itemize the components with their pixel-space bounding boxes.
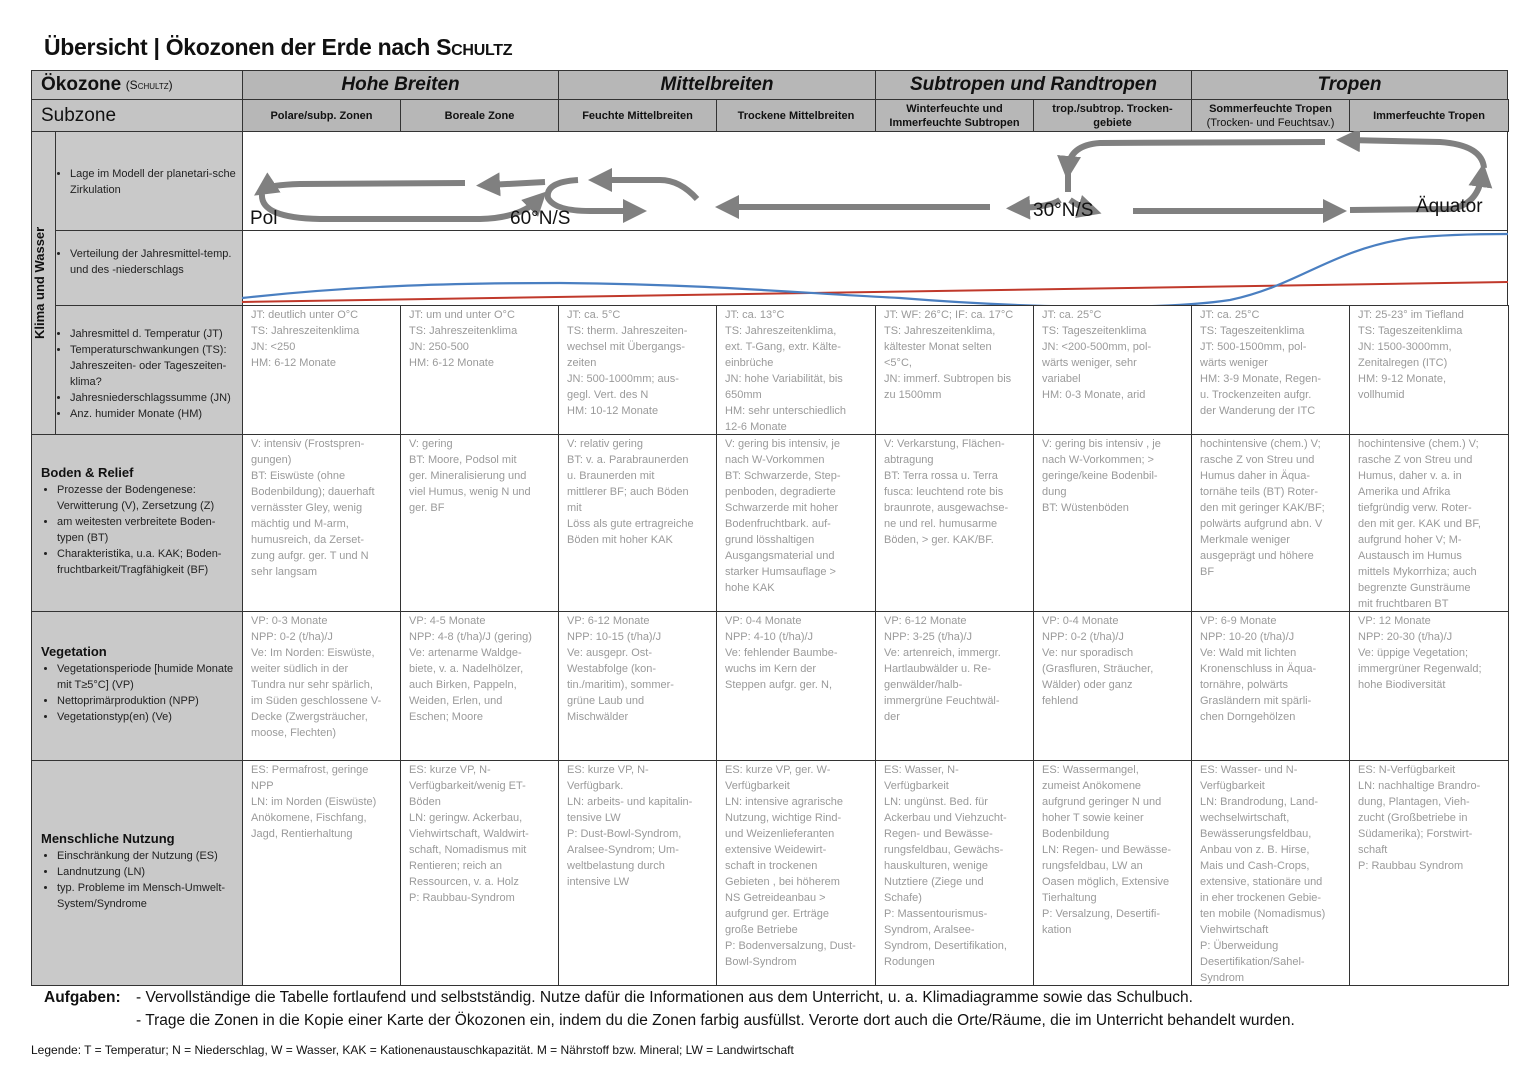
cell-vegetation: VP: 6-12 Monate NPP: 3-25 (t/ha)/J Ve: artenreich, immergr. Hartlaubwälder u. Re- genwälder/halb- immergrüne Feuchtwäl- der — [875, 611, 1034, 761]
arrow-polar-loop — [262, 194, 538, 219]
cell-soil: V: gering bis intensiv , je nach W-Vorkommen; > geringe/keine Bodenbil- dung BT: Wüstenböden — [1033, 434, 1192, 612]
klima-wasser-label: Klima und Wasser — [32, 226, 47, 340]
subzone-header: Subzone — [31, 99, 243, 132]
cell-vegetation: VP: 0-3 Monate NPP: 0-2 (t/ha)/J Ve: Im Norden: Eiswüste, weiter südlich in der Tundra nur sehr spärlich, im Süden geschlossene V- Decke (Zwergsträucher, moose, Flechten) — [242, 611, 401, 761]
cell-use: ES: kurze VP, ger. W- Verfügbarkeit LN: intensive agrarische Nutzung, wichtige Rind- und Weizenlieferanten extensive Weidewirt- schaft in trockenen Gebieten , bei höherem NS Getreideanbau > aufgrund ger. Erträge große Betriebe P: Bodenversalzung, Dust- Bowl-Syndrom — [716, 760, 876, 986]
climate-item-hm: • Anz. humider Monate (HM) — [70, 406, 238, 422]
cell-use: ES: Wassermangel, zumeist Anökomene aufgrund geringer N und hoher T sowie keiner Bodenbildung LN: Regen- und Bewässe- rungsfeldbau, LW an Oasen möglich, Extensive Tierhaltung P: Versalzung, Desertifi- kation — [1033, 760, 1192, 986]
subzone-header-3 — [716, 99, 876, 132]
klima-wasser-label-cell — [31, 131, 56, 435]
tasks — [44, 986, 1295, 1032]
distribution-label — [55, 230, 243, 306]
climate-item-jt: • Jahresmittel d. Temperatur (JT) — [70, 326, 238, 342]
cell-climate: JT: deutlich unter O°C TS: Jahreszeitenklima JN: <250 HM: 6-12 Monate — [242, 305, 401, 435]
page-title — [44, 34, 512, 61]
soil-title: Boden & Relief — [41, 465, 134, 480]
veg-item: • Nettoprimärproduktion (NPP) — [57, 693, 236, 709]
use-item: • Einschränkung der Nutzung (ES) — [57, 848, 236, 864]
subzone-name: Sommerfeuchte Tropen — [1209, 102, 1332, 115]
arrow-polar-upper — [264, 183, 465, 189]
temperature-line — [242, 234, 1508, 306]
task-item: - Vervollständige die Tabelle fortlaufend und selbstständig. Nutze dafür die Informationen aus dem Unterricht, u. a. Klimadiagramme sowie das Schulbuch. — [136, 989, 1193, 1006]
subzone-header-2 — [558, 99, 717, 132]
use-title: Menschliche Nutzung — [41, 831, 175, 846]
title-author: Schultz — [436, 34, 513, 60]
subzone-name: Polare/subp. Zonen — [270, 109, 373, 122]
vegetation-label — [31, 611, 243, 761]
subzone-name: Winterfeuchte und Immerfeuchte Subtropen — [889, 102, 1020, 129]
cell-soil: V: Verkarstung, Flächen- abtragung BT: Terra rossa u. Terra fusca: leuchtend rote bis braunrote, ausgewachse- ne und rel. humusarme Böden, > ger. KAK/BF. — [875, 434, 1034, 612]
cell-climate: JT: um und unter O°C TS: Jahreszeitenklima JN: 250-500 HM: 6-12 Monate — [400, 305, 559, 435]
label-equator: Äquator — [1416, 196, 1483, 217]
soil-label — [31, 434, 243, 612]
veg-item: • Vegetationsperiode [humide Monate mit T≥5°C] (VP) — [57, 661, 236, 693]
circulation-diagram — [242, 131, 1508, 231]
cell-use: ES: Wasser, N- Verfügbarkeit LN: ungünst. Bed. für Ackerbau und Viehzucht- Regen- und Bewässe- rungsfeldbau, Gewächs- hauskulturen, wenige Nutztiere (Ziege und Schafe) P: Massentourismus- Syndrom, Aralsee- Syndrom, Desertifikation, Rodungen — [875, 760, 1034, 986]
cell-climate: JT: WF: 26°C; IF: ca. 17°C TS: Jahreszeitenklima, kältester Monat selten <5°C, JN: immerf. Subtropen bis zu 1500mm — [875, 305, 1034, 435]
circulation-label — [55, 131, 243, 231]
subzone-name: Feuchte Mittelbreiten — [582, 109, 693, 122]
cell-soil: V: intensiv (Frostspren- gungen) BT: Eiswüste (ohne Bodenbildung); dauerhaft vernässter Gley, wenig mächtig und M-arm, humusreich, da Zerset- zung aufgr. ger. T und N sehr langsam — [242, 434, 401, 612]
zone-header-mittelbreiten: Mittelbreiten — [558, 70, 876, 100]
cell-soil: V: relativ gering BT: v. a. Parabraunerden u. Braunerden mit mittlerer BF; auch Böden mit Löss als gute ertragreiche Böden mit hoher KAK — [558, 434, 717, 612]
label-30: 30°N/S — [1033, 200, 1094, 221]
cell-use: ES: kurze VP, N- Verfügbarkeit/wenig ET- Böden LN: geringw. Ackerbau, Viehwirtschaft, Waldwirt- schaft, Nomadismus mit Rentieren; reich an Ressourcen, v. a. Holz P: Raubbau-Syndrom — [400, 760, 559, 986]
cell-vegetation: VP: 0-4 Monate NPP: 4-10 (t/ha)/J Ve: fehlender Baumbe- wuchs im Kern der Steppen aufgr. ger. N, — [716, 611, 876, 761]
cell-soil: V: gering bis intensiv, je nach W-Vorkommen BT: Schwarzerde, Step- penboden, degradierte Schwarzerde mit hoher Bodenfruchtbark. auf- grund lösshaltigen Ausgangsmaterial und starker Humsauflage > hohe KAK — [716, 434, 876, 612]
cell-vegetation: VP: 4-5 Monate NPP: 4-8 (t/ha)/J (gering) Ve: artenarme Waldge- biete, v. a. Nadelhölzer, auch Birken, Pappeln, Weiden, Erlen, und Eschen; Moore — [400, 611, 559, 761]
cell-climate: JT: ca. 25°C TS: Tageszeitenklima JN: <200-500mm, pol- wärts weniger, sehr variabel HM: 0-3 Monate, arid — [1033, 305, 1192, 435]
use-item: • Landnutzung (LN) — [57, 864, 236, 880]
cell-vegetation: VP: 12 Monate NPP: 20-30 (t/ha)/J Ve: üppige Vegetation; immergrüner Regenwald; hohe Biodiversität — [1349, 611, 1509, 761]
task-item: - Trage die Zonen in die Kopie einer Karte der Ökozonen ein, indem du die Zonen farbig ausfüllst. Verorte dort auch die Orte/Räume, die im Unterricht behandelt wurden. — [136, 1012, 1295, 1029]
climate-item-ts: • Temperaturschwankungen (TS): Jahreszeiten- oder Tageszeiten-klima? — [70, 342, 238, 390]
cell-use: ES: Permafrost, geringe NPP LN: im Norden (Eiswüste) Anökomene, Fischfang, Jagd, Rentierhaltung — [242, 760, 401, 986]
title-text: Übersicht | Ökozonen der Erde nach — [44, 34, 437, 60]
zone-header-tropen: Tropen — [1191, 70, 1508, 100]
soil-item: • am weitesten verbreitete Boden-typen (BT) — [57, 514, 236, 546]
temp-precip-svg — [242, 230, 1508, 306]
subzone-note: (Trocken- und Feuchtsav.) — [1206, 116, 1335, 129]
subzone-name: trop./subtrop. Trocken-gebiete — [1052, 102, 1173, 129]
legend: Legende: T = Temperatur; N = Niederschlag, W = Wasser, KAK = Kationenaustauschkapazität. M = Nährstoff bzw. Mineral; LW = Landwirtschaft — [31, 1043, 794, 1057]
cell-climate: JT: ca. 25°C TS: Tageszeitenklima JT: 500-1500mm, pol- wärts weniger HM: 3-9 Monate, Regen- u. Trockenzeiten aufgr. der Wanderung der ITC — [1191, 305, 1350, 435]
veg-item: • Vegetationstyp(en) (Ve) — [57, 709, 236, 725]
use-item: • typ. Probleme im Mensch-Umwelt-System/Syndrome — [57, 880, 236, 912]
cell-climate: JT: ca. 5°C TS: therm. Jahreszeiten- wechsel mit Übergangs- zeiten JN: 500-1000mm; aus- gegl. Vert. des N HM: 10-12 Monate — [558, 305, 717, 435]
arrow-ferrel-upper-left — [488, 182, 545, 185]
cell-climate: JT: 25-23° im Tiefland TS: Tageszeitenklima JN: 1500-3000mm, Zenitalregen (ITC) HM: 9-12 Monate, vollhumid — [1349, 305, 1509, 435]
cell-vegetation: VP: 6-12 Monate NPP: 10-15 (t/ha)/J Ve: ausgepr. Ost- Westabfolge (kon- tin./maritim), sommer- grüne Laub und Mischwälder — [558, 611, 717, 761]
subzone-header-0 — [242, 99, 401, 132]
oekozone-header — [31, 70, 243, 100]
climate-label — [55, 305, 243, 435]
oekozone-note: (Schultz) — [125, 78, 173, 92]
climate-item-jn: • Jahresniederschlagssumme (JN) — [70, 390, 238, 406]
subzone-header-5 — [1033, 99, 1192, 132]
subzone-header-1 — [400, 99, 559, 132]
cell-vegetation: VP: 0-4 Monate NPP: 0-2 (t/ha)/J Ve: nur sporadisch (Grasfluren, Sträucher, Wälder) oder ganz fehlend — [1033, 611, 1192, 761]
subzone-name: Immerfeuchte Tropen — [1373, 109, 1485, 122]
cell-soil: V: gering BT: Moore, Podsol mit ger. Mineralisierung und viel Humus, wenig N und ger. BF — [400, 434, 559, 612]
soil-item: • Charakteristika, u.a. KAK; Boden-fruchtbarkeit/Tragfähigkeit (BF) — [57, 546, 236, 578]
cell-use: ES: N-Verfügbarkeit LN: nachhaltige Brandro- dung, Plantagen, Vieh- zucht (Großbetriebe in Südamerika); Forstwirt- schaft P: Raubbau Syndrom — [1349, 760, 1509, 986]
circulation-item: • Lage im Modell der planetari-sche Zirkulation — [70, 166, 238, 198]
zone-header-subtropen: Subtropen und Randtropen — [875, 70, 1192, 100]
subzone-name: Trockene Mittelbreiten — [737, 109, 855, 122]
arrow-ferrel-upper-right — [600, 180, 697, 199]
cell-climate: JT: ca. 13°C TS: Jahreszeitenklima, ext. T-Gang, extr. Kälte- einbrüche JN: hohe Variabilität, bis 650mm HM: sehr unterschiedlich 12-6 Monate — [716, 305, 876, 435]
subzone-header-6 — [1191, 99, 1350, 132]
soil-item: • Prozesse der Bodengenese: Verwitterung (V), Zersetzung (Z) — [57, 482, 236, 514]
use-label — [31, 760, 243, 986]
subzone-name: Boreale Zone — [444, 109, 515, 122]
subzone-header-4 — [875, 99, 1034, 132]
tasks-label-text: Aufgaben — [44, 989, 116, 1006]
oekozone-label: Ökozone — [41, 74, 122, 95]
label-pol: Pol — [250, 208, 278, 229]
zone-header-hohe-breiten: Hohe Breiten — [242, 70, 559, 100]
cell-soil: hochintensive (chem.) V; rasche Z von Streu und Humus, daher v. a. in Amerika und Afrika tiefgründig verw. Roter- den mit ger. KAK und BF, aufgrund hoher V; M- Austausch im Humus mittels Mykorrhiza; auch begrenzte Gunsträume mit fruchtbaren BT — [1349, 434, 1509, 612]
arrow-hadley-top-right — [1348, 140, 1484, 168]
cell-use: ES: kurze VP, N- Verfügbark. LN: arbeits- und kapitalin- tensive LW P: Dust-Bowl-Syndrom, Aralsee-Syndrom; Um- weltbelastung durch intensive LW — [558, 760, 717, 986]
distribution-item: • Verteilung der Jahresmittel-temp. und des -niederschlags — [70, 246, 238, 278]
tasks-label: Aufgaben: — [44, 989, 121, 1006]
subzone-header-7 — [1349, 99, 1509, 132]
circulation-svg — [242, 131, 1508, 231]
cell-use: ES: Wasser- und N- Verfügbarkeit LN: Brandrodung, Land- wechselwirtschaft, Bewässerungsfeldbau, Anbau von z. B. Hirse, Mais und Cash-Crops, extensive, stationäre und in eher trockenen Gebie- ten mobile (Nomadismus) Viehwirtschaft P: Überweidung Desertifikation/Sahel- Syndrom — [1191, 760, 1350, 986]
arrow-hadley-upper — [1068, 142, 1325, 168]
arrow-ferrel-lower — [548, 180, 635, 211]
vegetation-title: Vegetation — [41, 644, 107, 659]
cell-vegetation: VP: 6-9 Monate NPP: 10-20 (t/ha)/J Ve: Wald mit lichten Kronenschluss in Äqua- tornähre, polwärts Grasländern mit spärli- chen Dorngehölzen — [1191, 611, 1350, 761]
temp-precip-diagram — [242, 230, 1508, 306]
label-60: 60°N/S — [510, 208, 571, 229]
cell-soil: hochintensive (chem.) V; rasche Z von Streu und Humus daher in Äqua- tornähe teils (BT) Roter- den mit geringer KAK/BF; polwärts aufgrund abn. V Merkmale weniger ausgeprägt und höhere BF — [1191, 434, 1350, 612]
